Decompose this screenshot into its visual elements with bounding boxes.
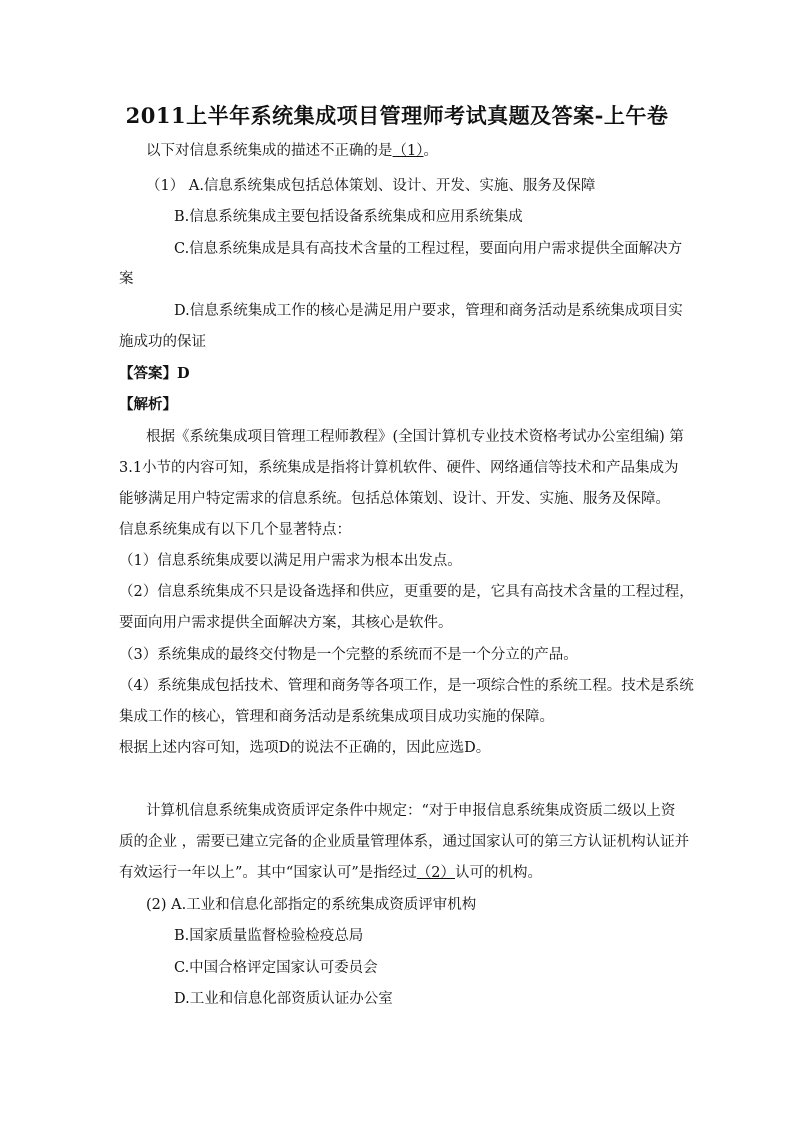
analysis-feature-3: （3）系统集成的最终交付物是一个完整的系统而不是一个分立的产品。: [119, 647, 578, 663]
analysis-feature-1: （1）信息系统集成要以满足用户需求为根本出发点。: [119, 553, 462, 569]
question-2-option-b: B.国家质量监督检验检疫总局: [174, 928, 364, 944]
page-title: 2011上半年系统集成项目管理师考试真题及答案-上午卷: [125, 103, 669, 128]
question-2-option-c: C.中国合格评定国家认可委员会: [174, 960, 378, 976]
question-1-option-a: [146, 176, 595, 196]
question-2-stem-line3: [119, 863, 542, 883]
question-2-stem-line1: 计算机信息系统集成资质评定条件中规定：“对于申报信息系统集成资质二级以上资: [146, 803, 676, 819]
question-1-option-b: B.信息系统集成主要包括设备系统集成和应用系统集成: [174, 209, 523, 225]
analysis-conclusion: 根据上述内容可知，选项D的说法不正确的，因此应选D。: [119, 740, 491, 756]
question-1-stem-text: 以下对信息系统集成的描述不正确的是: [146, 143, 393, 159]
answer-line: [119, 364, 190, 384]
question-1-option-c-line2: 案: [119, 271, 134, 287]
question-2-option-d: D.工业和信息化部资质认证办公室: [174, 991, 393, 1007]
question-2-blank: （2）: [416, 865, 455, 881]
answer-value: D: [177, 365, 190, 382]
question-1-option-d-line2: 施成功的保证: [119, 334, 206, 350]
analysis-label: 【解析】: [119, 396, 177, 413]
question-2-option-a: [146, 895, 476, 915]
analysis-paragraph-line3: 能够满足用户特定需求的信息系统。包括总体策划、设计、开发、实施、服务及保障。: [119, 491, 670, 507]
question-2-stem-text: 有效运行一年以上”。其中“国家认可”是指经过: [119, 865, 417, 881]
question-1-blank: （1）: [392, 143, 424, 159]
question-1-option-c-line1: C.信息系统集成是具有高技术含量的工程过程，要面向用户需求提供全面解决方: [174, 241, 683, 257]
question-2-number: (2): [146, 897, 167, 913]
option-a-text: A.工业和信息化部指定的系统集成资质评审机构: [171, 897, 477, 913]
analysis-feature-4-line1: （4）系统集成包括技术、管理和商务等各项工作，是一项综合性的系统工程。技术是系统: [119, 678, 694, 694]
analysis-feature-2-line1: （2）信息系统集成不只是设备选择和供应，更重要的是，它具有高技术含量的工程过程，: [119, 584, 694, 600]
analysis-feature-4-line2: 集成工作的核心，管理和商务活动是系统集成项目成功实施的保障。: [119, 709, 554, 725]
question-1-option-d-line1: D.信息系统集成工作的核心是满足用户要求，管理和商务活动是系统集成项目实: [174, 303, 683, 319]
question-2-stem-end: 认可的机构。: [454, 865, 542, 881]
question-1-number: （1）: [146, 178, 185, 194]
analysis-feature-2-line2: 要面向用户需求提供全面解决方案，其核心是软件。: [119, 615, 453, 631]
analysis-paragraph-line2: 3.1小节的内容可知，系统集成是指将计算机软件、硬件、网络通信等技术和产品集成为: [119, 460, 679, 476]
option-a-text: A.信息系统集成包括总体策划、设计、开发、实施、服务及保障: [188, 178, 596, 194]
analysis-paragraph-line1: 根据《系统集成项目管理工程师教程》(全国计算机专业技术资格考试办公室组编) 第: [146, 429, 684, 445]
answer-label: 【答案】: [119, 365, 177, 382]
analysis-features-intro: 信息系统集成有以下几个显著特点：: [119, 522, 351, 538]
question-2-stem-line2: 质的企业 ，需要已建立完备的企业质量管理体系，通过国家认可的第三方认证机构认证并: [119, 834, 690, 850]
question-1-stem: [146, 141, 438, 161]
question-1-stem-end: 。: [423, 143, 438, 159]
